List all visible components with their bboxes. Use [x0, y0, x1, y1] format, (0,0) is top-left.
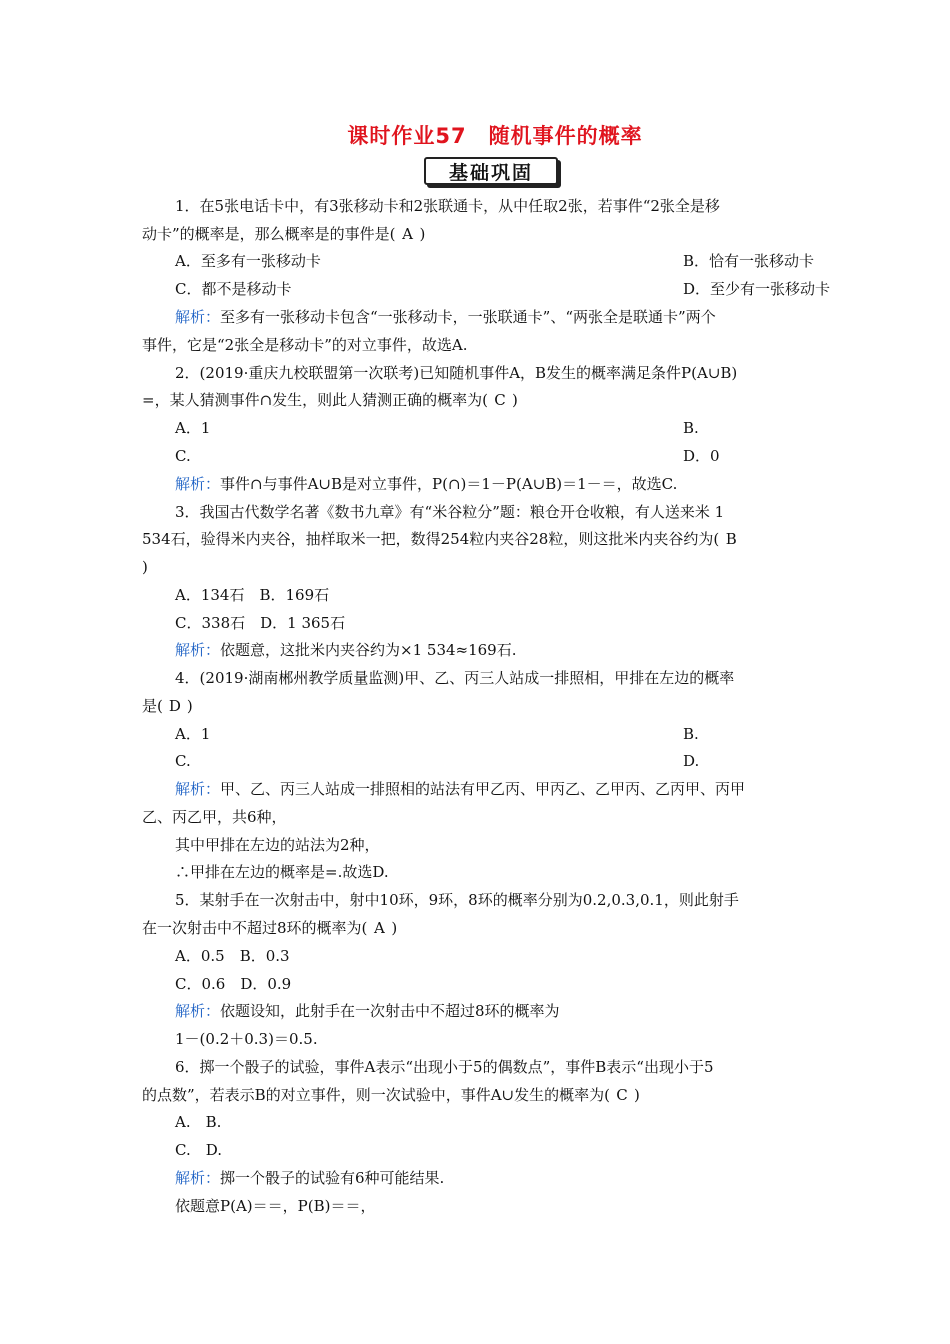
q2-option-c: C. [175, 447, 191, 465]
q2-stem-line1: 2．(2019·重庆九校联盟第一次联考)已知随机事件A，B发生的概率满足条件P(A∪B) [175, 364, 738, 382]
q6-answer: C [616, 1086, 628, 1104]
analysis-label: 解析： [175, 1169, 221, 1187]
analysis-label: 解析： [175, 475, 221, 493]
q1-answer: A [402, 225, 413, 243]
q1-solution-line1: 解析：至多有一张移动卡包含“一张移动卡，一张联通卡”、“两张全是联通卡”两个 [175, 308, 716, 326]
q4-stem-line2: 是( D ) [142, 697, 193, 715]
q4-solution-line2: 乙、丙乙甲，共6种， [142, 808, 287, 826]
q3-stem-line1: 3．我国古代数学名著《数书九章》有“米谷粒分”题：粮仓开仓收粮，有人送来米 1 [175, 503, 725, 521]
q6-stem-line1: 6．掷一个骰子的试验，事件A表示“出现小于5的偶数点”，事件B表示“出现小于5 [175, 1058, 714, 1076]
q3-solution-line1: 解析：依题意，这批米内夹谷约为×1 534≈169石. [175, 641, 517, 659]
q3-options-row2: C．338石 D．1 365石 [175, 614, 346, 632]
q4-option-c: C. [175, 752, 191, 770]
q3-stem-line2: 534石，验得米内夹谷，抽样取米一把，数得254粒内夹谷28粒，则这批米内夹谷约为( B [142, 529, 812, 549]
q3-answer: B [725, 530, 737, 548]
q1-stem-line1: 1．在5张电话卡中，有3张移动卡和2张联通卡，从中任取2张，若事件“2张全是移 [175, 197, 720, 215]
q4-solution-line4: ∴甲排在左边的概率是=.故选D. [175, 863, 389, 881]
q2-options-row1 [175, 418, 845, 438]
q1-option-c: C．都不是移动卡 [175, 280, 292, 298]
q1-options-row1 [175, 251, 845, 271]
q3-stem-line3: ) [142, 558, 148, 576]
q4-option-a: A．1 [175, 725, 211, 743]
q5-solution-line2: 1－(0.2＋0.3)＝0.5. [175, 1030, 318, 1048]
q1-option-b: B．恰有一张移动卡 [683, 252, 815, 270]
analysis-label: 解析： [175, 308, 221, 326]
q5-solution-line1: 解析：依题设知，此射手在一次射击中不超过8环的概率为 [175, 1002, 560, 1020]
analysis-label: 解析： [175, 1002, 221, 1020]
q2-solution-line1: 解析：事件∩与事件A∪B是对立事件，P(∩)＝1－P(A∪B)＝1－＝，故选C. [175, 475, 678, 493]
q6-options-row1: A. B. [175, 1113, 222, 1131]
q6-solution-line2: 依题意P(A)＝＝，P(B)＝＝， [175, 1197, 376, 1215]
q1-solution-line2: 事件，它是“2张全是移动卡”的对立事件，故选A. [142, 336, 468, 354]
q1-stem-line2: 动卡”的概率是，那么概率是的事件是( A ) [142, 225, 426, 243]
q2-option-b: B. [683, 419, 699, 437]
q3-options-row1: A．134石 B．169石 [175, 586, 330, 604]
q2-option-d: D．0 [683, 447, 720, 465]
q1-options-row2 [175, 279, 845, 299]
q5-stem-line1: 5．某射手在一次射击中，射中10环，9环，8环的概率分别为0.2,0.3,0.1，则此射手 [175, 891, 739, 909]
q4-option-b: B. [683, 725, 699, 743]
q5-options-row1: A．0.5 B．0.3 [175, 947, 290, 965]
q4-stem-line1: 4．(2019·湖南郴州教学质量监测)甲、乙、丙三人站成一排照相，甲排在左边的概率 [175, 669, 735, 687]
analysis-label: 解析： [175, 780, 221, 798]
section-badge: 基础巩固 [424, 157, 558, 185]
q4-options-row2 [175, 751, 845, 771]
q4-options-row1 [175, 724, 845, 744]
q4-option-d: D. [683, 752, 700, 770]
q5-options-row2: C．0.6 D．0.9 [175, 975, 292, 993]
analysis-label: 解析： [175, 641, 221, 659]
page-title: 课时作业57 随机事件的概率 [347, 124, 643, 148]
q6-options-row2: C. D. [175, 1141, 222, 1159]
q4-solution-line3: 其中甲排在左边的站法为2种， [175, 836, 380, 854]
q6-solution-line1: 解析：掷一个骰子的试验有6种可能结果. [175, 1169, 445, 1187]
q2-options-row2 [175, 446, 845, 466]
q1-option-a: A．至多有一张移动卡 [175, 252, 321, 270]
q5-stem-line2: 在一次射击中不超过8环的概率为( A ) [142, 919, 398, 937]
q6-stem-line2: 的点数”，若表示B的对立事件，则一次试验中，事件A∪发生的概率为( C ) [142, 1086, 640, 1104]
q4-solution-line1: 解析：甲、乙、丙三人站成一排照相的站法有甲乙丙、甲丙乙、乙甲丙、乙丙甲、丙甲 [175, 780, 746, 798]
q5-answer: A [373, 919, 385, 937]
q2-stem-line2: =，某人猜测事件∩发生，则此人猜测正确的概率为( C ) [142, 391, 518, 409]
q2-option-a: A．1 [175, 419, 211, 437]
q4-answer: D [168, 697, 181, 715]
q2-answer: C [494, 391, 506, 409]
q1-option-d: D．至少有一张移动卡 [683, 280, 831, 298]
